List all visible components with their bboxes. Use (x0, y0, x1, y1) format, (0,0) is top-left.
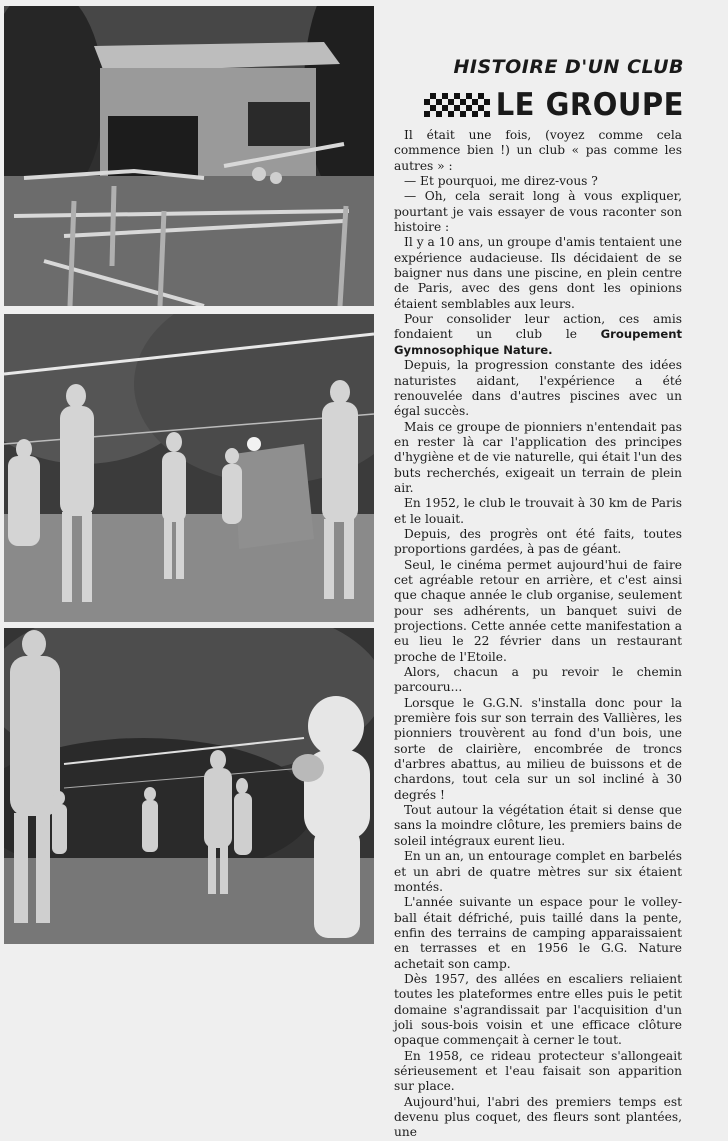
paragraph: Lorsque le G.G.N. s'installa donc pour la première fois sur son terrain des Vallières, les pionniers trouvèrent au fond d'un bois, une sorte de clairière, encombrée de troncs d'arbres abattus, au milieu de buissons et de chardons, tout cela sur un sol incliné à 30 degrés ! (394, 695, 682, 802)
paragraph: Il était une fois, (voyez comme cela commence bien !) un club « pas comme les autres » : (394, 128, 682, 173)
volleyball-photo (4, 314, 374, 622)
cabin-photo (4, 6, 374, 306)
paragraph: Dès 1957, des allées en escaliers reliaient toutes les plateformes entre elles puis le petit domaine s'agrandissait par l'acquisition d'un joli sous-bois voisin et une efficace clôture opaque commençait à cerner le tout. (394, 971, 682, 1048)
paragraph: Alors, chacun a pu revoir le chemin parcouru... (394, 665, 682, 695)
cabin-photo-icon (4, 6, 374, 306)
club-name: Groupement Gymnosophique Nature. (394, 327, 682, 357)
article-header (388, 56, 684, 123)
article-title: LE GROUPE (495, 85, 684, 123)
paragraph: Mais ce groupe de pionniers n'entendait pas en rester là car l'application des principes d'hygiène et de vie naturelle, qui était l'un des buts recherchés, exigeait un terrain de plein air. (394, 419, 682, 495)
article-body (394, 128, 682, 1141)
paragraph: Seul, le cinéma permet aujourd'hui de faire cet agréable retour en arrière, et c'est ainsi que chaque année le club organise, seulement pour ses adhérents, un banquet suivi de projections. Cette année cette manifestation a eu lieu le 22 février dans un restaurant proche de l'Etoile. (394, 557, 682, 664)
paragraph: Il y a 10 ans, un groupe d'amis tentaient une expérience audacieuse. Ils décidaient de se baigner nus dans une piscine, en plein centre de Paris, avec des gens dont les opinions étaient semblables aux leurs. (394, 235, 682, 311)
checkered-flag-icon (424, 93, 490, 117)
paragraph (394, 312, 682, 358)
paragraph-text: Pour consolider leur action, ces amis fondaient un club le (394, 312, 682, 342)
title-row (388, 85, 684, 123)
paragraph: Depuis, des progrès ont été faits, toutes proportions gardées, à pas de géant. (394, 526, 682, 557)
paragraph: — Oh, cela serait long à vous expliquer, pourtant je vais essayer de vous raconter son histoire : (394, 189, 682, 235)
paragraph: Depuis, la progression constante des idées naturistes aidant, l'expérience a été renouvelée dans d'autres piscines avec un égal succès. (394, 358, 682, 419)
paragraph: En 1958, ce rideau protecteur s'allongeait sérieusement et l'eau faisait son apparition sur place. (394, 1048, 682, 1094)
paragraph: — Et pourquoi, me direz-vous ? (404, 174, 598, 189)
article-kicker: HISTOIRE D'UN CLUB (453, 56, 684, 78)
paragraph: En un an, un entourage complet en barbelés et un abri de quatre mètres sur six étaient montés. (394, 849, 682, 894)
paragraph: Tout autour la végétation était si dense que sans la moindre clôture, les premiers bains de soleil intégraux eurent lieu. (394, 803, 682, 848)
paragraph: En 1952, le club le trouvait à 30 km de Paris et le louait. (394, 496, 682, 526)
camp-photo (4, 628, 374, 944)
camp-photo-icon (4, 628, 374, 944)
volleyball-photo-icon (4, 314, 374, 622)
paragraph: Aujourd'hui, l'abri des premiers temps est devenu plus coquet, des fleurs sont plantées, une (394, 1094, 682, 1140)
paragraph: L'année suivante un espace pour le volley-ball était défriché, puis taillé dans la pente, enfin des terrains de camping apparaissaient en terrasses et en 1956 le G.G. Nature achetait son camp. (394, 895, 682, 971)
